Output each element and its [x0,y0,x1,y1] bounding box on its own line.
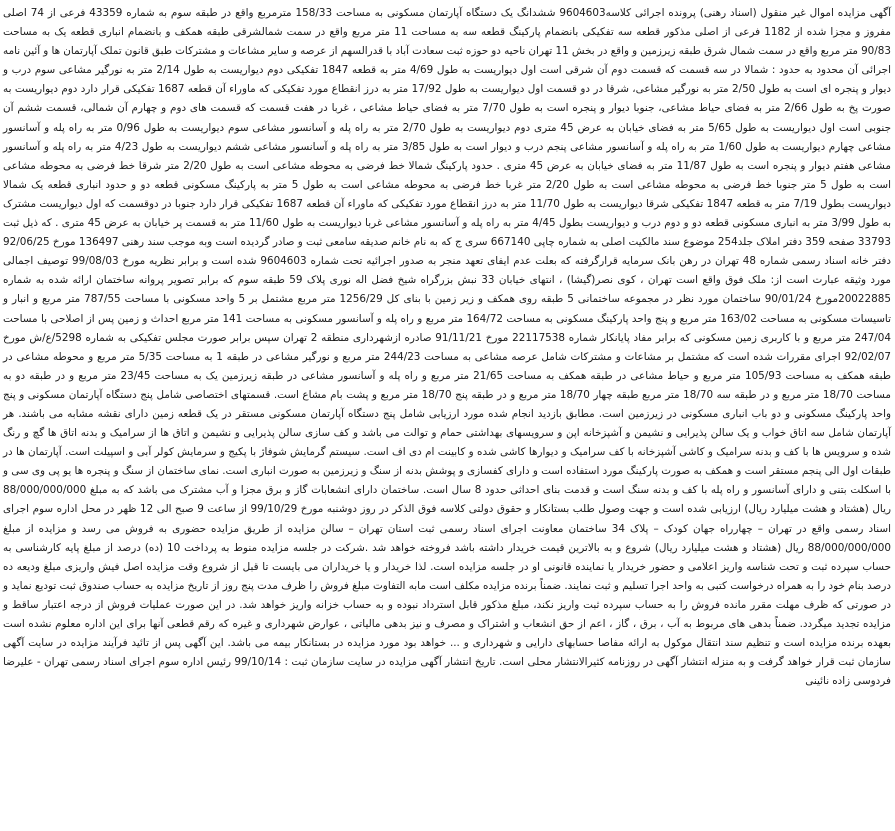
auction-notice-text-block [3,4,891,691]
auction-notice-body: آگهی مزایده اموال غیر منقول (اسناد رهنی) پرونده اجرائی کلاسه9604603 ششدانگ یک دستگاه آپارتمان مسکونی به مساحت 158/33 مترمربع واقع در طبقه سوم به شماره 43359 فرعی از 74 اصلی مفروز و مجزا شده از 1182 فرعی از اصلی مذکور قطعه سه تفکیکی بانضمام پارکینگ قطعه سه به مساحت 11 متر مربع واقع در سمت شمالشرقی طبقه همکف و بانضمام انباری قطعه یک به مساحت 90/83 متر مربع واقع در سمت شمال شرق طبقه زیرزمین و واقع در بخش 11 تهران ناحیه دو حوزه ثبت سعادت آباد با قدرالسهم از عرصه و سایر مشاعات و مشترکات طبق قانون تملک آپارتمان ها و آئین نامه اجرائی آن محدود به حدود : شمالا در سه قسمت که قسمت دوم آن شرقی است اول دیواریست به طول 4/69 متر به قطعه 1847 تفکیکی دوم دیواریست به طول 2/14 متر به نورگیر مشاعی سوم درب و دیوار و پنجره ای است به طول 2/50 متر به نورگیر مشاعی، شرقا در دو قسمت اول دیواریست به طول 17/92 متر به درز انقطاع مورد تفکیکی که ماوراء آن قطعه 1687 تفکیکی قرار دارد دوم دیواریست به صورت پخ به طول 2/66 متر به فضای حیاط مشاعی، جنوبا دیوار و پنجره است به طول 7/70 متر به فضای حیاط مشاعی ، غربا در هفت قسمت که قسمت های دوم و چهارم آن شمالی، قسمت ششم آن جنوبی است اول دیواریست به طول 5/65 متر به فضای خیابان به عرض 45 متری دوم دیواریست به طول 2/70 متر به راه پله و آسانسور مشاعی سوم دیواریست به طول 0/96 متر به راه پله و آسانسور مشاعی چهارم دیواریست به طول 1/60 متر به راه پله و آسانسور مشاعی پنجم درب و دیوار است به طول 3/85 متر به راه پله و آسانسور مشاعی ششم دیواریست به طول 4/23 متر به راه پله و آسانسور مشاعی هفتم دیوار و پنجره است به طول 11/87 متر به فضای خیابان به عرض 45 متری . حدود پارکینگ شمالا خط فرضی به محوطه مشاعی است به طول 2/20 متر شرقا خط فرضی به محوطه مشاعی است به طول 5 متر جنوبا خط فرضی به محوطه مشاعی است به طول 2/20 متر غربا خط فرضی به محوطه مشاعی است به طول 5 متر به پارکینگ مسکونی قطعه دو و حدود انباری قطعه یک شمالا دیواریست بطول 7/19 متر به قطعه 1847 تفکیکی شرقا دیواریست به طول 11/70 متر به درز انقطاع مورد تفکیکی که ماوراء آن قطعه 1687 تفکیکی قرار دارد جنوبا در دوقسمت که اول دیواریست مشترک به طول 3/99 متر به انباری مسکونی قطعه دو و دوم درب و دیواریست بطول 4/45 متر به راه پله و آسانسور مشاعی غربا دیواریست به طول 11/60 متر به قسمت پر خیابان به عرض 45 متری . که ذیل ثبت 33793 صفحه 359 دفتر املاک جلد254 موضوع سند مالکیت اصلی به شماره چاپی 667140 سری ج که به نام خانم صدیقه سامعی ثبت و صادر گردیده است وبه موجب سند رهنی 136497 مورخ 92/06/25 دفتر خانه اسناد رسمی شماره 48 تهران در رهن بانک سرمایه قرارگرفته که بعلت عدم ایفای تعهد منجر به صدور اجرائیه تحت شماره 9604603 شده است و برابر نظریه مورخ 99/08/03 توصیف اجمالی مورد وثیقه عبارت است از: ملک فوق واقع است تهران ، کوی نصر(گیشا) ، انتهای خیابان 33 نبش بزرگراه شیخ فضل اله نوری پلاک 59 طبقه سوم که برابر تصویر پروانه ساختمان ارائه شده به شماره 20022885مورخ 90/01/24 ساختمان مورد نظر در مجموعه ساختمانی 5 طبقه روی همکف و زیر زمین با بنای کل 1256/29 متر مربع مشتمل بر 5 واحد مسکونی با مساحت 787/55 متر مربع و انبار و تاسیسات مسکونی به مساحت 163/02 متر مربع و پنج واحد پارکینگ مسکونی به مساحت 164/72 متر مربع و راه پله و آسانسور مسکونی به مساحت 141 متر مربع احداث و زمین پس از اصلاحی با مساحت 247/04 متر مربع و با کاربری زمین مسکونی که برابر مفاد پایانکار شماره 22117538 مورخ 91/11/21 صادره ازشهرداری منطقه 2 تهران سپس برابر صورت مجلس تفکیکی به شماره 5298/ع/ش مورخ 92/02/07 اجرای مقررات شده است که مشتمل بر مشاعات و مشترکات شامل عرصه مشاعی به مساحت 244/23 متر مربع و نورگیر مشاعی در طبقه 1 به مساحت 5/35 متر مربع و محوطه مشاعی در طبقه همکف به مساحت 105/93 متر مربع و حیاط مشاعی در طبقه همکف به مساحت 21/65 متر مربع و راه پله و آسانسور مشاعی در طبقه زیرزمین یک به مساحت 23/45 متر مربع و در طبقه دو به مساحت 18/70 متر مربع و در طبقه سه 18/70 متر مربع طبقه چهار 18/70 متر مربع و در طبقه پنج 18/70 متر مربع و پشت بام مشاع است. قسمتهای اختصاصی شامل پنج دستگاه آپارتمان مسکونی و پنج واحد پارکینگ مسکونی و دو باب انباری مسکونی در زیرزمین است. مطابق بازدید انجام شده مورد ارزیابی شامل پنج دستگاه آپارتمان مسکونی مستقر در یک قطعه زمین دارای نقشه مشابه می باشند. هر آپارتمان شامل سه اتاق خواب و یک سالن پذیرایی و نشیمن و آشپزخانه اپن و سرویسهای بهداشتی حمام و توالت می باشد و کف سازی سالن پذیرایی و نشیمن و اتاق ها از سرامیک و بدنه اتاق ها گچ و رنگ شده و سرویس ها با کف و بدنه سرامیک و کاشی آشپزخانه با کف سرامیک و دیوارها کاشی شده و کابینت ام دی اف است. سیستم گرمایش شوفاژ با پکیج و سرمایش کولر آبی و اسپیلت است. آپارتمان ها در طبقات اول الی پنجم مستقر است و همکف به صورت پارکینگ مورد استفاده است و دارای کفسازی و پوشش بدنه از سنگ و زیرزمین به صورت انباری است. نمای ساختمان از سنگ و پنجره ها یو پی وی سی و با اسکلت بتنی و دارای آسانسور و راه پله با کف و بدنه سنگ است و قدمت بنای احداثی حدود 8 سال است. ساختمان دارای انشعابات گاز و برق مجزا و آب مشترک می باشد که به مبلغ 88/000/000/000 ریال (هشتاد و هشت میلیارد ریال) ارزیابی شده است و جهت وصول طلب بستانکار و حقوق دولتی کلاسه فوق الذکر در روز دوشنبه مورخ 99/10/29 از ساعت 9 صبح الی 12 ظهر در محل اداره سوم اجرای اسناد رسمی واقع در تهران – چهارراه جهان کودک – پلاک 34 ساختمان معاونت اجرای اسناد رسمی ثبت استان تهران – سالن مزایده از طریق مزایده حضوری به فروش می رسد و مزایده از مبلغ 88/000/000/000 ریال (هشتاد و هشت میلیارد ریال) شروع و به بالاترین قیمت خریدار داشته باشد فروخته خواهد شد .شرکت در جلسه مزایده منوط به پرداخت 10 (ده) درصد از مبلغ پایه کارشناسی به حساب سپرده ثبت و تحت شناسه واریز اعلامی و حضور خریدار یا نماینده قانونی او در جلسه مزایده است. لذا خریدار و یا خریداران می بایست تا قبل از شروع وقت مزایده اصل فیش واریزی مبلغ ودیعه ده درصد بنام خود را به همراه درخواست کتبی به واحد اجرا تسلیم و ثبت نمایند. ضمناً برنده مزایده مکلف است مابه التفاوت مبلغ فروش را ظرف مدت پنج روز از تاریخ مزایده به حساب صندوق ثبت تودیع نماید و در صورتی که ظرف مهلت مقرر مانده فروش را به حساب سپرده ثبت واریز نکند، مبلغ مذکور قابل استرداد نبوده و به حساب خزانه واریز خواهد شد. در این صورت عملیات فروش از درجه اعتبار ساقط و مزایده تجدید میگردد. ضمناً بدهی های مربوط به آب ، برق ، گاز ، اعم از حق انشعاب و اشتراک و مصرف و نیز بدهی مالیاتی ، عوارض شهرداری و غیره که رقم قطعی آنها برای این اداره معلوم نشده است بعهده برنده مزایده است و تنظیم سند انتقال موکول به ارائه مفاصا حسابهای دارایی و شهرداری و ... خواهد بود مورد مزایده در بستانکار بیمه می باشد. این آگهی پس از تائید فرآیند مزایده در سایت آگهی سازمان ثبت قرار خواهد گرفت و به منزله انتشار آگهی در روزنامه کثیرالانتشار محلی است. تاریخ انتشار آگهی مزایده در سایت سازمان ثبت : 99/10/14 رئیس اداره سوم اجرای اسناد رسمی تهران - علیرضا فردوسی زاده نائینی [3,7,892,688]
